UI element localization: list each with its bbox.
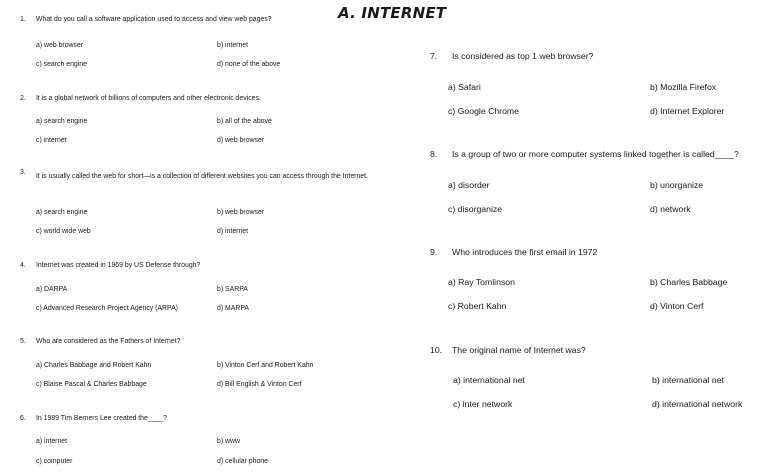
option-b[interactable]: b) internet [217,42,249,49]
option-d[interactable]: d) cellular phone [217,458,268,465]
option-d[interactable]: d) network [650,204,691,214]
page-title: A. INTERNET [338,4,447,22]
question-number: 9. [430,247,438,257]
option-c[interactable]: c) search engine [36,61,87,68]
option-c[interactable]: c) world wide web [36,228,91,235]
option-a[interactable]: a) DARPA [36,286,68,293]
question-number: 4. [20,262,26,269]
question-5 [20,338,180,345]
question-text: It is usually called the web for short—is a collection of different websites you can access through the Internet. [36,173,368,180]
question-number: 2. [20,95,26,102]
option-c[interactable]: c) Blaise Pascal & Charles Babbage [36,381,147,388]
question-9 [430,247,597,257]
option-d[interactable]: d) international network [652,399,743,409]
question-text: Is considered as top 1 web browser? [452,51,594,61]
option-b[interactable]: b) Mozilla Firefox [650,82,717,92]
option-d[interactable]: d) Bill English & Vinton Cerf [217,381,302,388]
option-b[interactable]: b) www [217,438,240,445]
option-c[interactable]: c) internet [36,137,67,144]
option-a[interactable]: a) web browser [36,42,84,49]
option-b[interactable]: b) international net [652,375,724,385]
question-text: It is a global network of billions of computers and other electronic devices. [36,95,261,102]
question-text: Who introduces the first email in 1972 [452,247,598,257]
option-c[interactable]: c) disorganize [448,204,503,214]
option-d[interactable]: d) MARPA [217,305,250,312]
option-a[interactable]: a) search engine [36,209,88,216]
option-a[interactable]: a) Safari [448,82,481,92]
option-b[interactable]: b) web browser [217,209,265,216]
option-c[interactable]: c) Google Chrome [448,106,519,116]
option-b[interactable]: b) unorganize [650,180,704,190]
option-a[interactable]: a) search engine [36,118,88,125]
question-number: 1. [20,16,26,23]
option-d[interactable]: d) Internet Explorer [650,106,725,116]
question-1 [20,16,272,23]
question-text: The original name of Internet was? [452,345,586,355]
question-4 [20,262,200,269]
option-b[interactable]: b) Vinton Cerf and Robert Kahn [217,362,314,369]
option-a[interactable]: a) disorder [448,180,490,190]
option-b[interactable]: b) all of the above [217,118,272,125]
question-number: 6. [20,415,26,422]
option-d[interactable]: d) none of the above [217,61,281,68]
question-3 [20,169,384,185]
question-text: In 1989 Tim Berners Lee created the____? [36,415,168,422]
question-6 [20,415,167,422]
question-number: 10. [430,345,443,355]
question-text: Is a group of two or more computer systems linked together is called____? [452,149,739,159]
option-c[interactable]: c) computer [36,458,73,465]
question-number: 7. [430,51,438,61]
option-d[interactable]: d) internet [217,228,249,235]
option-b[interactable]: b) Charles Babbage [650,277,728,287]
question-number: 3. [20,169,26,176]
option-c[interactable]: c) inter network [453,399,513,409]
option-a[interactable]: a) internet [36,438,68,445]
question-7 [430,51,594,61]
question-number: 5. [20,338,26,345]
option-d[interactable]: d) Vinton Cerf [650,301,704,311]
option-a[interactable]: a) Ray Tomlinson [448,277,515,287]
question-10 [430,345,586,355]
question-text: What do you call a software application used to access and view web pages? [36,16,272,23]
question-8 [430,149,739,159]
option-c[interactable]: c) Robert Kahn [448,301,507,311]
question-text: Who are considered as the Fathers of Internet? [36,338,181,345]
option-d[interactable]: d) web browser [217,137,265,144]
option-a[interactable]: a) Charles Babbage and Robert Kahn [36,362,152,369]
question-text: Internet was created in 1969 by US Defense through? [36,262,201,269]
question-number: 8. [430,149,438,159]
option-c[interactable]: c) Advanced Research Project Agency (ARPA) [36,305,178,312]
option-b[interactable]: b) SARPA [217,286,248,293]
option-a[interactable]: a) international net [453,375,525,385]
question-2 [20,95,261,102]
